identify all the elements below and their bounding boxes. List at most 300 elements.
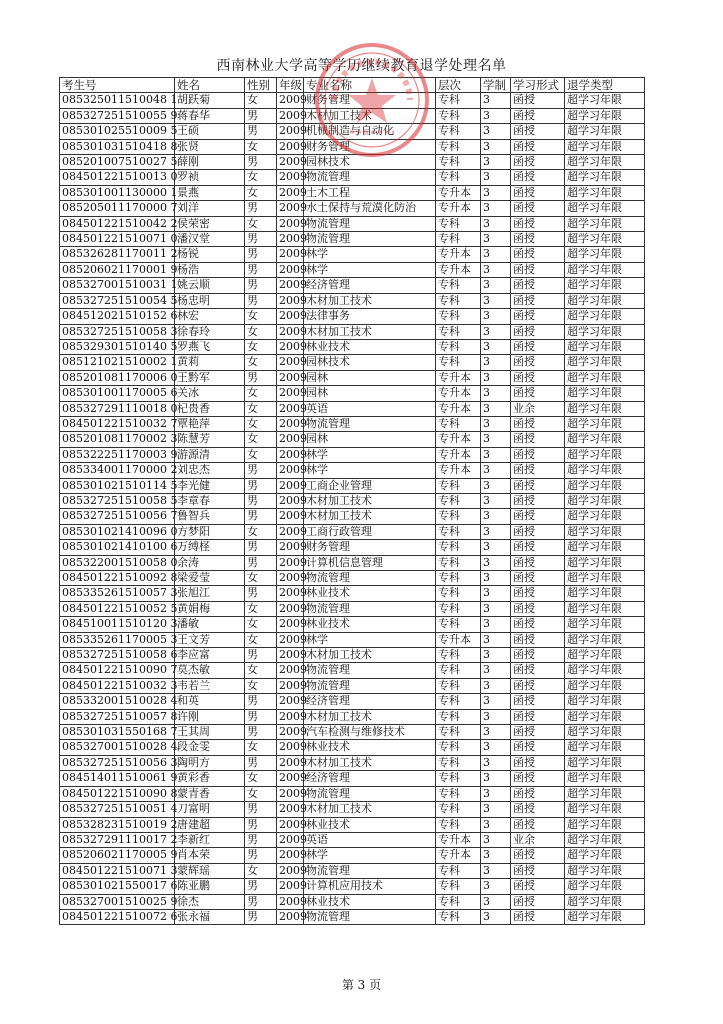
cell-level: 专科 bbox=[436, 170, 481, 185]
cell-level: 专科 bbox=[436, 355, 481, 370]
cell-study-mode: 业余 bbox=[511, 832, 565, 847]
cell-grade: 2009 bbox=[277, 370, 304, 385]
table-row bbox=[60, 478, 645, 493]
cell-grade: 2009 bbox=[277, 401, 304, 416]
cell-name: 陶明方 bbox=[175, 755, 245, 770]
cell-grade: 2009 bbox=[277, 601, 304, 616]
cell-major: 工商企业管理 bbox=[304, 478, 436, 493]
cell-name: 陈慧芳 bbox=[175, 432, 245, 447]
cell-withdrawal-type: 超学习年限 bbox=[565, 262, 645, 277]
cell-name: 薛刚 bbox=[175, 155, 245, 170]
cell-name: 陈亚鹏 bbox=[175, 879, 245, 894]
cell-level: 专升本 bbox=[436, 848, 481, 863]
cell-level: 专升本 bbox=[436, 370, 481, 385]
table-row bbox=[60, 786, 645, 801]
cell-name: 杨浩 bbox=[175, 262, 245, 277]
cell-grade: 2009 bbox=[277, 632, 304, 647]
cell-withdrawal-type: 超学习年限 bbox=[565, 324, 645, 339]
cell-gender: 男 bbox=[245, 493, 277, 508]
cell-withdrawal-type: 超学习年限 bbox=[565, 478, 645, 493]
cell-level: 专科 bbox=[436, 771, 481, 786]
table-row bbox=[60, 725, 645, 740]
cell-exam-number: 085327001510028 4 bbox=[60, 740, 175, 755]
cell-exam-number: 085326281170011 2 bbox=[60, 247, 175, 262]
table-row bbox=[60, 247, 645, 262]
cell-gender: 女 bbox=[245, 740, 277, 755]
cell-grade: 2009 bbox=[277, 232, 304, 247]
table-row bbox=[60, 524, 645, 539]
cell-study-mode: 函授 bbox=[511, 139, 565, 154]
cell-level: 专科 bbox=[436, 93, 481, 108]
cell-gender: 女 bbox=[245, 432, 277, 447]
cell-duration: 3 bbox=[481, 124, 511, 139]
cell-grade: 2009 bbox=[277, 262, 304, 277]
cell-major: 法律事务 bbox=[304, 309, 436, 324]
table-row bbox=[60, 817, 645, 832]
cell-gender: 女 bbox=[245, 863, 277, 878]
cell-name: 侯荣密 bbox=[175, 216, 245, 231]
cell-exam-number: 085206021170005 9 bbox=[60, 848, 175, 863]
cell-exam-number: 085301031510418 8 bbox=[60, 139, 175, 154]
cell-exam-number: 085327251510056 3 bbox=[60, 755, 175, 770]
cell-withdrawal-type: 超学习年限 bbox=[565, 432, 645, 447]
cell-grade: 2009 bbox=[277, 648, 304, 663]
cell-duration: 3 bbox=[481, 509, 511, 524]
cell-withdrawal-type: 超学习年限 bbox=[565, 571, 645, 586]
table-row bbox=[60, 278, 645, 293]
cell-name: 和英 bbox=[175, 694, 245, 709]
cell-grade: 2009 bbox=[277, 447, 304, 462]
cell-duration: 3 bbox=[481, 709, 511, 724]
cell-gender: 男 bbox=[245, 509, 277, 524]
cell-exam-number: 085322251170003 9 bbox=[60, 447, 175, 462]
cell-duration: 3 bbox=[481, 493, 511, 508]
cell-duration: 3 bbox=[481, 555, 511, 570]
cell-withdrawal-type: 超学习年限 bbox=[565, 93, 645, 108]
table-row bbox=[60, 632, 645, 647]
cell-gender: 男 bbox=[245, 894, 277, 909]
cell-major: 工商行政管理 bbox=[304, 524, 436, 539]
table-row bbox=[60, 432, 645, 447]
cell-major: 经济管理 bbox=[304, 694, 436, 709]
cell-duration: 3 bbox=[481, 201, 511, 216]
table-row bbox=[60, 709, 645, 724]
cell-exam-number: 085301001170005 6 bbox=[60, 386, 175, 401]
cell-grade: 2009 bbox=[277, 170, 304, 185]
cell-gender: 女 bbox=[245, 324, 277, 339]
cell-gender: 男 bbox=[245, 201, 277, 216]
cell-gender: 女 bbox=[245, 170, 277, 185]
cell-exam-number: 085329301510140 5 bbox=[60, 339, 175, 354]
cell-withdrawal-type: 超学习年限 bbox=[565, 463, 645, 478]
table-row bbox=[60, 617, 645, 632]
cell-exam-number: 085205011170000 7 bbox=[60, 201, 175, 216]
cell-withdrawal-type: 超学习年限 bbox=[565, 632, 645, 647]
cell-grade: 2009 bbox=[277, 139, 304, 154]
cell-study-mode: 函授 bbox=[511, 524, 565, 539]
cell-major: 经济管理 bbox=[304, 278, 436, 293]
cell-name: 张贤 bbox=[175, 139, 245, 154]
cell-gender: 男 bbox=[245, 879, 277, 894]
cell-duration: 3 bbox=[481, 740, 511, 755]
cell-name: 罗祯 bbox=[175, 170, 245, 185]
cell-exam-number: 085327001510031 1 bbox=[60, 278, 175, 293]
cell-gender: 男 bbox=[245, 540, 277, 555]
cell-withdrawal-type: 超学习年限 bbox=[565, 709, 645, 724]
cell-level: 专科 bbox=[436, 863, 481, 878]
cell-study-mode: 函授 bbox=[511, 709, 565, 724]
cell-level: 专科 bbox=[436, 309, 481, 324]
cell-major: 林学 bbox=[304, 262, 436, 277]
cell-level: 专升本 bbox=[436, 632, 481, 647]
cell-gender: 男 bbox=[245, 232, 277, 247]
cell-withdrawal-type: 超学习年限 bbox=[565, 201, 645, 216]
cell-major: 物流管理 bbox=[304, 601, 436, 616]
cell-withdrawal-type: 超学习年限 bbox=[565, 232, 645, 247]
table-row bbox=[60, 324, 645, 339]
cell-study-mode: 函授 bbox=[511, 555, 565, 570]
cell-duration: 3 bbox=[481, 216, 511, 231]
cell-major: 英语 bbox=[304, 832, 436, 847]
cell-withdrawal-type: 超学习年限 bbox=[565, 663, 645, 678]
cell-study-mode: 函授 bbox=[511, 493, 565, 508]
cell-withdrawal-type: 超学习年限 bbox=[565, 832, 645, 847]
cell-gender: 女 bbox=[245, 401, 277, 416]
cell-level: 专科 bbox=[436, 586, 481, 601]
cell-grade: 2009 bbox=[277, 771, 304, 786]
cell-exam-number: 084501221510071 3 bbox=[60, 863, 175, 878]
cell-exam-number: 085301001130000 1 bbox=[60, 185, 175, 200]
cell-exam-number: 085327251510057 8 bbox=[60, 709, 175, 724]
cell-exam-number: 085334001170000 2 bbox=[60, 463, 175, 478]
cell-exam-number: 084501221510090 7 bbox=[60, 663, 175, 678]
cell-exam-number: 084501221510071 0 bbox=[60, 232, 175, 247]
cell-name: 肖本荣 bbox=[175, 848, 245, 863]
cell-exam-number: 085327251510058 3 bbox=[60, 324, 175, 339]
cell-duration: 3 bbox=[481, 848, 511, 863]
cell-study-mode: 函授 bbox=[511, 155, 565, 170]
cell-major: 林学 bbox=[304, 632, 436, 647]
cell-duration: 3 bbox=[481, 170, 511, 185]
cell-name: 潘汉堂 bbox=[175, 232, 245, 247]
cell-study-mode: 函授 bbox=[511, 817, 565, 832]
cell-name: 万缚柽 bbox=[175, 540, 245, 555]
cell-level: 专科 bbox=[436, 540, 481, 555]
cell-withdrawal-type: 超学习年限 bbox=[565, 848, 645, 863]
cell-withdrawal-type: 超学习年限 bbox=[565, 601, 645, 616]
cell-study-mode: 函授 bbox=[511, 216, 565, 231]
cell-gender: 男 bbox=[245, 293, 277, 308]
cell-withdrawal-type: 超学习年限 bbox=[565, 293, 645, 308]
cell-name: 王黔军 bbox=[175, 370, 245, 385]
cell-level: 专科 bbox=[436, 555, 481, 570]
cell-withdrawal-type: 超学习年限 bbox=[565, 509, 645, 524]
cell-exam-number: 085327251510051 4 bbox=[60, 802, 175, 817]
cell-exam-number: 085327291110018 0 bbox=[60, 401, 175, 416]
cell-study-mode: 函授 bbox=[511, 648, 565, 663]
cell-grade: 2009 bbox=[277, 355, 304, 370]
cell-name: 蒙青香 bbox=[175, 786, 245, 801]
table-row bbox=[60, 401, 645, 416]
cell-study-mode: 函授 bbox=[511, 432, 565, 447]
cell-major: 木材加工技术 bbox=[304, 509, 436, 524]
cell-name: 余涛 bbox=[175, 555, 245, 570]
cell-grade: 2009 bbox=[277, 571, 304, 586]
cell-level: 专科 bbox=[436, 709, 481, 724]
cell-gender: 男 bbox=[245, 832, 277, 847]
cell-exam-number: 085201007510027 5 bbox=[60, 155, 175, 170]
cell-withdrawal-type: 超学习年限 bbox=[565, 894, 645, 909]
cell-exam-number: 085335261510057 3 bbox=[60, 586, 175, 601]
page-title: 西南林业大学高等学历继续教育退学处理名单 bbox=[216, 58, 507, 74]
cell-grade: 2009 bbox=[277, 278, 304, 293]
cell-study-mode: 函授 bbox=[511, 617, 565, 632]
cell-level: 专科 bbox=[436, 139, 481, 154]
table-row bbox=[60, 740, 645, 755]
cell-name: 蒙辉瑶 bbox=[175, 863, 245, 878]
cell-withdrawal-type: 超学习年限 bbox=[565, 124, 645, 139]
cell-name: 刘忠杰 bbox=[175, 463, 245, 478]
cell-name: 段金雯 bbox=[175, 740, 245, 755]
cell-exam-number: 084501221510042 2 bbox=[60, 216, 175, 231]
table-row bbox=[60, 447, 645, 462]
cell-exam-number: 085201081170006 0 bbox=[60, 370, 175, 385]
cell-name: 杨锐 bbox=[175, 247, 245, 262]
cell-duration: 3 bbox=[481, 663, 511, 678]
cell-gender: 男 bbox=[245, 478, 277, 493]
cell-study-mode: 函授 bbox=[511, 663, 565, 678]
table-row bbox=[60, 201, 645, 216]
cell-level: 专科 bbox=[436, 894, 481, 909]
table-row bbox=[60, 755, 645, 770]
header-study-mode: 学习形式 bbox=[511, 78, 565, 93]
cell-name: 林宏 bbox=[175, 309, 245, 324]
cell-grade: 2009 bbox=[277, 709, 304, 724]
cell-study-mode: 函授 bbox=[511, 678, 565, 693]
table-row bbox=[60, 216, 645, 231]
cell-major: 林学 bbox=[304, 848, 436, 863]
cell-major: 财务管理 bbox=[304, 93, 436, 108]
table-row bbox=[60, 832, 645, 847]
cell-name: 李应富 bbox=[175, 648, 245, 663]
cell-level: 专科 bbox=[436, 493, 481, 508]
cell-name: 李光健 bbox=[175, 478, 245, 493]
cell-major: 林业技术 bbox=[304, 339, 436, 354]
cell-withdrawal-type: 超学习年限 bbox=[565, 185, 645, 200]
cell-grade: 2009 bbox=[277, 432, 304, 447]
cell-withdrawal-type: 超学习年限 bbox=[565, 802, 645, 817]
cell-withdrawal-type: 超学习年限 bbox=[565, 586, 645, 601]
cell-gender: 男 bbox=[245, 725, 277, 740]
cell-withdrawal-type: 超学习年限 bbox=[565, 755, 645, 770]
cell-study-mode: 函授 bbox=[511, 386, 565, 401]
table-row bbox=[60, 185, 645, 200]
cell-major: 园林 bbox=[304, 386, 436, 401]
cell-withdrawal-type: 超学习年限 bbox=[565, 386, 645, 401]
withdrawal-table bbox=[59, 77, 645, 925]
cell-level: 专科 bbox=[436, 216, 481, 231]
cell-study-mode: 函授 bbox=[511, 170, 565, 185]
cell-study-mode: 函授 bbox=[511, 894, 565, 909]
table-row bbox=[60, 648, 645, 663]
cell-level: 专升本 bbox=[436, 832, 481, 847]
cell-grade: 2009 bbox=[277, 509, 304, 524]
cell-name: 景燕 bbox=[175, 185, 245, 200]
cell-level: 专升本 bbox=[436, 386, 481, 401]
cell-study-mode: 函授 bbox=[511, 571, 565, 586]
cell-major: 物流管理 bbox=[304, 571, 436, 586]
table-row bbox=[60, 909, 645, 924]
table-row bbox=[60, 694, 645, 709]
cell-withdrawal-type: 超学习年限 bbox=[565, 863, 645, 878]
cell-name: 徐春玲 bbox=[175, 324, 245, 339]
header-major: 专业名称 bbox=[304, 78, 436, 93]
cell-level: 专升本 bbox=[436, 401, 481, 416]
cell-study-mode: 函授 bbox=[511, 909, 565, 924]
cell-major: 木材加工技术 bbox=[304, 802, 436, 817]
table-row bbox=[60, 416, 645, 431]
cell-major: 林学 bbox=[304, 247, 436, 262]
cell-gender: 男 bbox=[245, 247, 277, 262]
cell-duration: 3 bbox=[481, 309, 511, 324]
cell-study-mode: 函授 bbox=[511, 632, 565, 647]
cell-level: 专科 bbox=[436, 509, 481, 524]
cell-gender: 男 bbox=[245, 370, 277, 385]
cell-level: 专升本 bbox=[436, 262, 481, 277]
cell-level: 专科 bbox=[436, 108, 481, 123]
cell-exam-number: 085327291110017 2 bbox=[60, 832, 175, 847]
cell-major: 物流管理 bbox=[304, 909, 436, 924]
cell-name: 张旭江 bbox=[175, 586, 245, 601]
table-row bbox=[60, 848, 645, 863]
cell-level: 专科 bbox=[436, 909, 481, 924]
cell-duration: 3 bbox=[481, 108, 511, 123]
cell-level: 专科 bbox=[436, 124, 481, 139]
cell-gender: 女 bbox=[245, 185, 277, 200]
cell-major: 林学 bbox=[304, 463, 436, 478]
cell-withdrawal-type: 超学习年限 bbox=[565, 694, 645, 709]
cell-name: 鲁智兵 bbox=[175, 509, 245, 524]
cell-withdrawal-type: 超学习年限 bbox=[565, 339, 645, 354]
cell-name: 胡跃菊 bbox=[175, 93, 245, 108]
table-row bbox=[60, 601, 645, 616]
cell-exam-number: 085327251510058 6 bbox=[60, 648, 175, 663]
cell-duration: 3 bbox=[481, 416, 511, 431]
cell-grade: 2009 bbox=[277, 493, 304, 508]
cell-study-mode: 函授 bbox=[511, 416, 565, 431]
cell-duration: 3 bbox=[481, 339, 511, 354]
cell-grade: 2009 bbox=[277, 694, 304, 709]
cell-gender: 女 bbox=[245, 678, 277, 693]
cell-duration: 3 bbox=[481, 155, 511, 170]
cell-duration: 3 bbox=[481, 247, 511, 262]
cell-name: 许刚 bbox=[175, 709, 245, 724]
cell-grade: 2009 bbox=[277, 478, 304, 493]
cell-grade: 2009 bbox=[277, 802, 304, 817]
cell-major: 物流管理 bbox=[304, 786, 436, 801]
cell-level: 专科 bbox=[436, 725, 481, 740]
cell-name: 游源清 bbox=[175, 447, 245, 462]
cell-exam-number: 084501221510032 7 bbox=[60, 416, 175, 431]
cell-grade: 2009 bbox=[277, 817, 304, 832]
table-row bbox=[60, 139, 645, 154]
cell-study-mode: 函授 bbox=[511, 586, 565, 601]
cell-gender: 女 bbox=[245, 571, 277, 586]
cell-major: 木材加工技术 bbox=[304, 324, 436, 339]
cell-level: 专科 bbox=[436, 416, 481, 431]
cell-major: 水土保持与荒漠化防治 bbox=[304, 201, 436, 216]
cell-exam-number: 085301025510009 5 bbox=[60, 124, 175, 139]
table-row bbox=[60, 802, 645, 817]
cell-name: 韦若兰 bbox=[175, 678, 245, 693]
cell-study-mode: 函授 bbox=[511, 725, 565, 740]
cell-exam-number: 084512021510152 6 bbox=[60, 309, 175, 324]
cell-level: 专升本 bbox=[436, 447, 481, 462]
cell-grade: 2009 bbox=[277, 524, 304, 539]
cell-study-mode: 函授 bbox=[511, 339, 565, 354]
cell-duration: 3 bbox=[481, 678, 511, 693]
cell-gender: 男 bbox=[245, 124, 277, 139]
cell-major: 木材加工技术 bbox=[304, 755, 436, 770]
cell-name: 杨忠明 bbox=[175, 293, 245, 308]
cell-major: 物流管理 bbox=[304, 232, 436, 247]
cell-major: 物流管理 bbox=[304, 216, 436, 231]
cell-grade: 2009 bbox=[277, 848, 304, 863]
cell-exam-number: 084501221510072 6 bbox=[60, 909, 175, 924]
cell-study-mode: 函授 bbox=[511, 278, 565, 293]
cell-major: 机械制造与自动化 bbox=[304, 124, 436, 139]
cell-gender: 女 bbox=[245, 601, 277, 616]
cell-grade: 2009 bbox=[277, 909, 304, 924]
cell-grade: 2009 bbox=[277, 740, 304, 755]
cell-exam-number: 085327251510054 5 bbox=[60, 293, 175, 308]
cell-withdrawal-type: 超学习年限 bbox=[565, 370, 645, 385]
cell-duration: 3 bbox=[481, 894, 511, 909]
cell-grade: 2009 bbox=[277, 555, 304, 570]
cell-gender: 男 bbox=[245, 463, 277, 478]
cell-level: 专升本 bbox=[436, 185, 481, 200]
cell-gender: 男 bbox=[245, 709, 277, 724]
cell-study-mode: 函授 bbox=[511, 740, 565, 755]
cell-name: 杞贵香 bbox=[175, 401, 245, 416]
header-name: 姓名 bbox=[175, 78, 245, 93]
cell-exam-number: 085301021410096 0 bbox=[60, 524, 175, 539]
cell-name: 张永福 bbox=[175, 909, 245, 924]
header-level: 层次 bbox=[436, 78, 481, 93]
cell-gender: 男 bbox=[245, 648, 277, 663]
cell-duration: 3 bbox=[481, 648, 511, 663]
cell-study-mode: 函授 bbox=[511, 802, 565, 817]
cell-major: 林学 bbox=[304, 447, 436, 462]
cell-withdrawal-type: 超学习年限 bbox=[565, 216, 645, 231]
cell-exam-number: 085328231510019 2 bbox=[60, 817, 175, 832]
cell-grade: 2009 bbox=[277, 216, 304, 231]
cell-grade: 2009 bbox=[277, 108, 304, 123]
table-row bbox=[60, 894, 645, 909]
cell-withdrawal-type: 超学习年限 bbox=[565, 416, 645, 431]
cell-exam-number: 084501221510092 8 bbox=[60, 571, 175, 586]
cell-grade: 2009 bbox=[277, 324, 304, 339]
cell-name: 覃艳萍 bbox=[175, 416, 245, 431]
cell-duration: 3 bbox=[481, 278, 511, 293]
table-row bbox=[60, 463, 645, 478]
cell-major: 经济管理 bbox=[304, 771, 436, 786]
cell-gender: 女 bbox=[245, 771, 277, 786]
cell-duration: 3 bbox=[481, 617, 511, 632]
cell-grade: 2009 bbox=[277, 155, 304, 170]
cell-duration: 3 bbox=[481, 139, 511, 154]
cell-major: 园林 bbox=[304, 432, 436, 447]
